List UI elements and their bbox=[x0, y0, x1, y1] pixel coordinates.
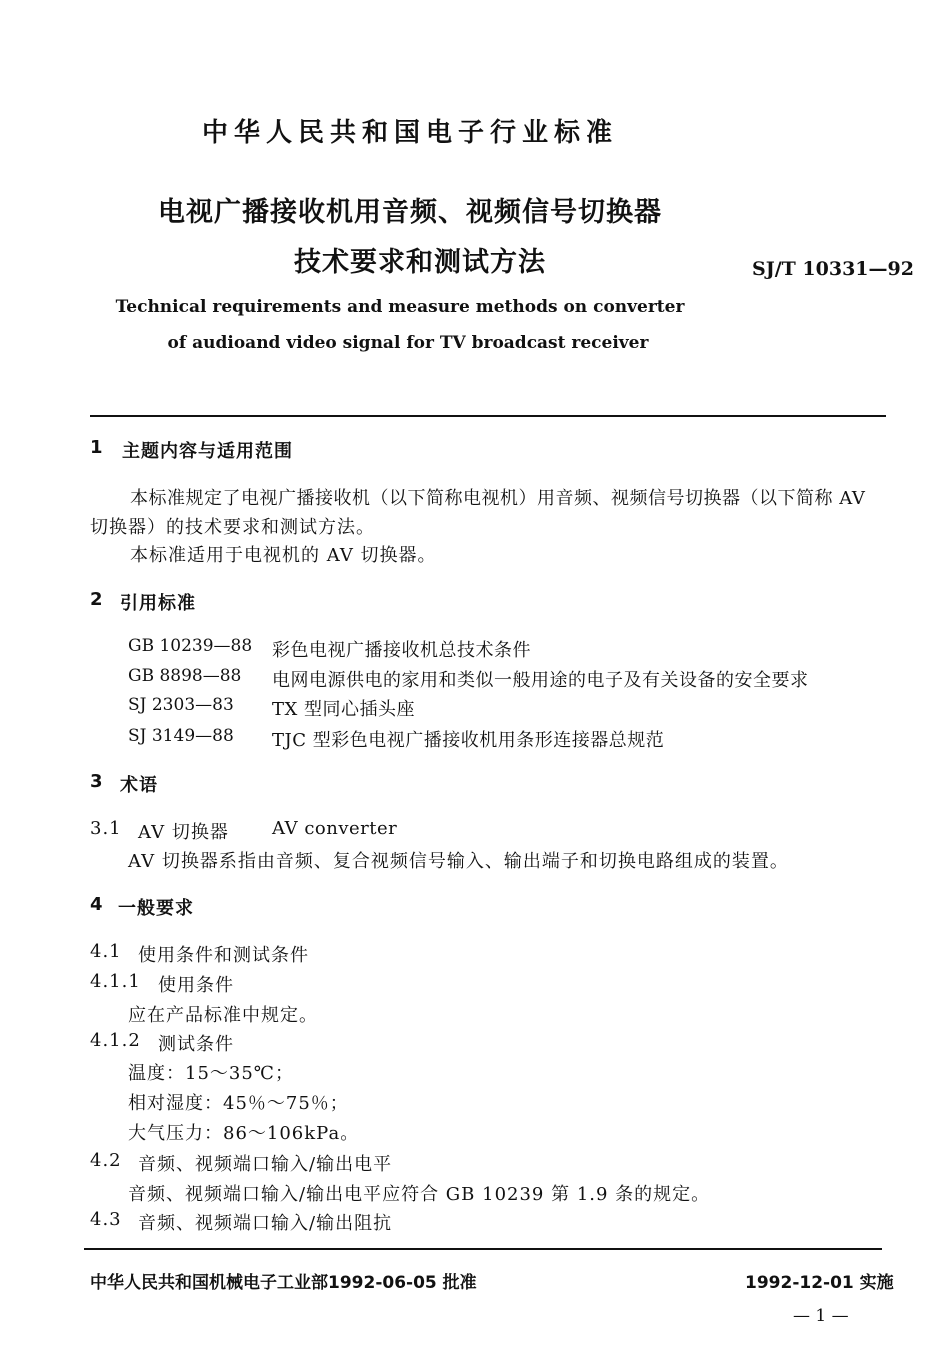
reference-title: TX 型同心插头座 bbox=[272, 699, 416, 720]
clause-4-2-title: 音频、视频端口输入/输出电平 bbox=[138, 1154, 393, 1175]
reference-code: GB 8898—88 bbox=[128, 666, 242, 686]
clause-3-1-number: 3.1 bbox=[90, 818, 122, 839]
reference-title: 彩色电视广播接收机总技术条件 bbox=[272, 640, 531, 661]
reference-code: SJ 2303—83 bbox=[128, 695, 234, 715]
section-3-title: 术语 bbox=[120, 775, 158, 796]
test-condition-temperature: 温度：15～35℃； bbox=[128, 1063, 294, 1084]
section-4-title: 一般要求 bbox=[118, 898, 194, 919]
english-title-line1: Technical requirements and measure methods on converter bbox=[115, 297, 685, 317]
test-condition-pressure: 大气压力：86～106kPa。 bbox=[128, 1123, 360, 1144]
section-2-number: 2 bbox=[90, 589, 104, 610]
clause-4-1-2-title: 测试条件 bbox=[158, 1034, 234, 1055]
standard-code: SJ/T 10331—92 bbox=[752, 258, 914, 280]
footer-divider bbox=[84, 1248, 882, 1250]
section-1-number: 1 bbox=[90, 437, 104, 458]
clause-4-1-1-number: 4.1.1 bbox=[90, 971, 141, 992]
section-3-number: 3 bbox=[90, 771, 104, 792]
clause-3-1-definition: AV 切换器系指由音频、复合视频信号输入、输出端子和切换电路组成的装置。 bbox=[128, 851, 789, 872]
section-1-paragraph2: 本标准适用于电视机的 AV 切换器。 bbox=[130, 545, 437, 566]
section-2-title: 引用标准 bbox=[120, 593, 196, 614]
clause-4-3-number: 4.3 bbox=[90, 1209, 122, 1230]
reference-code: SJ 3149—88 bbox=[128, 726, 234, 746]
test-condition-humidity: 相对湿度：45％～75％； bbox=[128, 1093, 349, 1114]
header-divider bbox=[90, 415, 886, 417]
clause-4-2-text: 音频、视频端口输入/输出电平应符合 GB 10239 第 1.9 条的规定。 bbox=[128, 1184, 711, 1205]
section-1-paragraph-line2: 切换器）的技术要求和测试方法。 bbox=[90, 517, 375, 538]
page-number: — 1 — bbox=[793, 1306, 849, 1326]
section-1-title: 主题内容与适用范围 bbox=[122, 441, 293, 462]
english-title-line2: of audioand video signal for TV broadcast receiver bbox=[167, 333, 649, 353]
approval-statement: 中华人民共和国机械电子工业部1992-06-05 批准 bbox=[90, 1273, 477, 1293]
section-4-number: 4 bbox=[90, 894, 104, 915]
document-title-line2: 技术要求和测试方法 bbox=[294, 247, 546, 278]
clause-4-3-title: 音频、视频端口输入/输出阻抗 bbox=[138, 1213, 393, 1234]
clause-3-1-term-en: AV converter bbox=[272, 818, 398, 839]
clause-3-1-term: AV 切换器 bbox=[138, 822, 229, 843]
clause-4-1-number: 4.1 bbox=[90, 941, 122, 962]
reference-title: 电网电源供电的家用和类似一般用途的电子及有关设备的安全要求 bbox=[272, 670, 809, 691]
clause-4-1-1-text: 应在产品标准中规定。 bbox=[128, 1005, 318, 1026]
document-title-line1: 电视广播接收机用音频、视频信号切换器 bbox=[158, 197, 662, 228]
reference-code: GB 10239—88 bbox=[128, 636, 253, 656]
clause-4-1-1-title: 使用条件 bbox=[158, 975, 234, 996]
clause-4-1-title: 使用条件和测试条件 bbox=[138, 945, 309, 966]
org-standard-title: 中华人民共和国电子行业标准 bbox=[201, 118, 618, 148]
effective-date: 1992-12-01 实施 bbox=[745, 1273, 894, 1293]
reference-title: TJC 型彩色电视广播接收机用条形连接器总规范 bbox=[272, 730, 665, 751]
clause-4-2-number: 4.2 bbox=[90, 1150, 122, 1171]
section-1-paragraph-line1: 本标准规定了电视广播接收机（以下简称电视机）用音频、视频信号切换器（以下简称 AV bbox=[130, 488, 866, 509]
clause-4-1-2-number: 4.1.2 bbox=[90, 1030, 141, 1051]
